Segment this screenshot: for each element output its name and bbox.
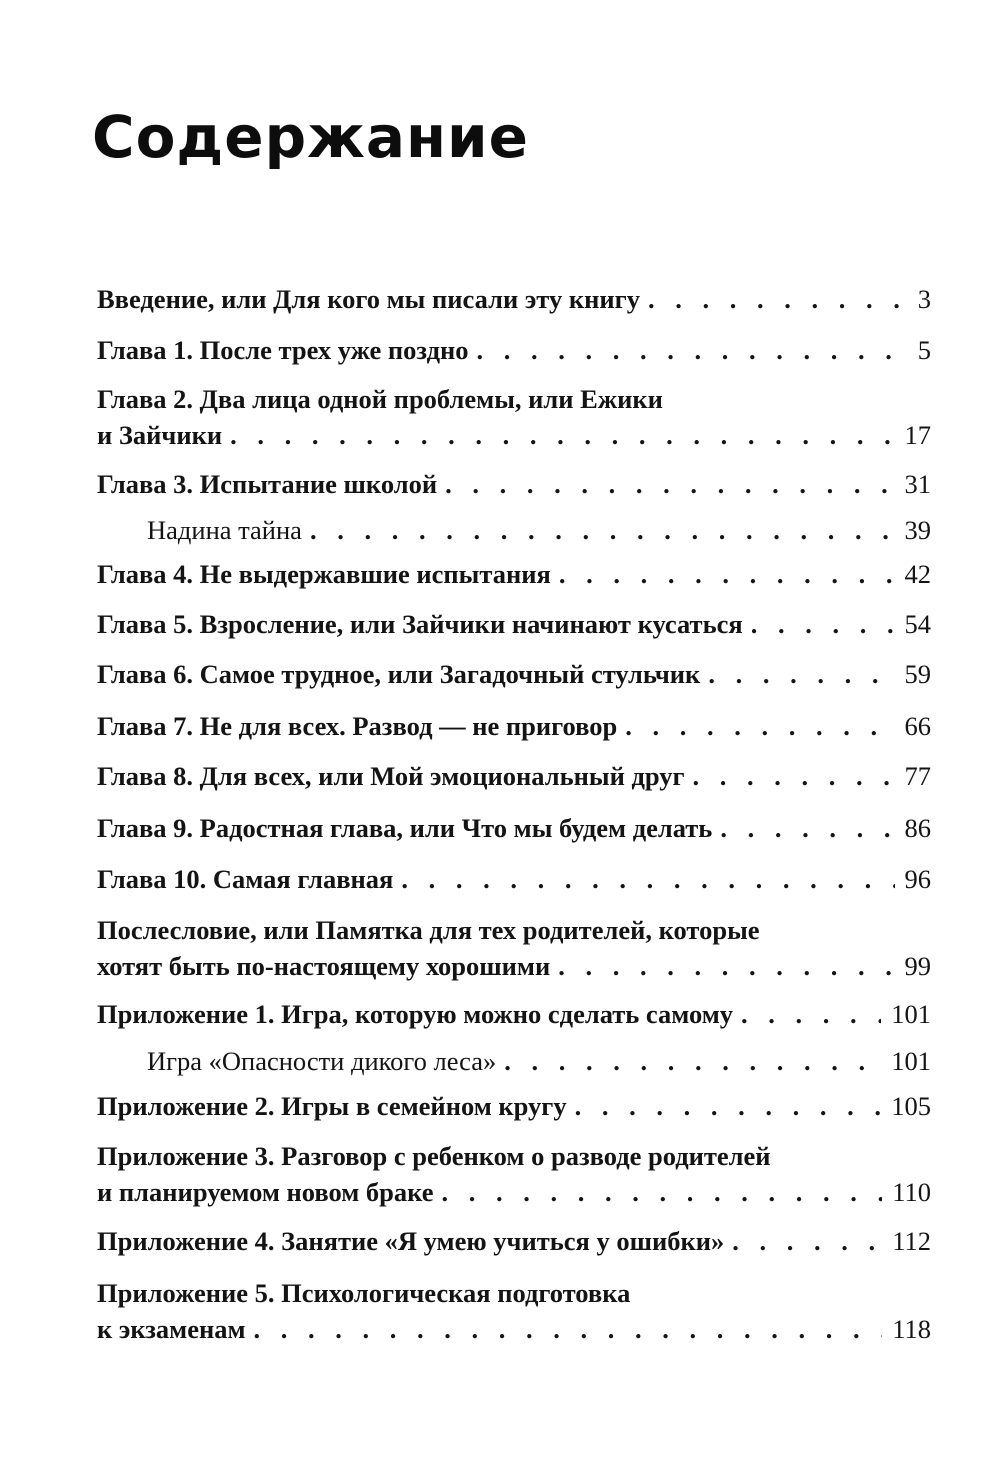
toc-entry-title: Приложение 1. Игра, которую можно сделать самому — [97, 999, 734, 1029]
toc-entry-title: Введение, или Для кого мы писали эту книгу — [97, 284, 640, 314]
toc-entry-title: Приложение 4. Занятие «Я умею учиться у ошибки» — [97, 1226, 725, 1256]
dot-leader — [751, 606, 895, 642]
toc-entry-title-line: Приложение 3. Разговор с ребенком о разводе родителей — [97, 1141, 771, 1171]
dot-leader — [445, 466, 894, 502]
dot-leader — [625, 708, 894, 744]
toc-entry-page: 105 — [891, 1091, 931, 1121]
toc-entry — [97, 606, 931, 642]
toc-entry-page: 54 — [904, 609, 931, 639]
toc-entry — [97, 1275, 931, 1347]
toc-entry-title-line: Глава 2. Два лица одной проблемы, или Ежики — [97, 384, 663, 414]
toc-entry-page: 59 — [904, 659, 931, 689]
toc-entry-page: 110 — [892, 1177, 931, 1207]
dot-leader — [477, 332, 908, 368]
toc-entry — [97, 1088, 931, 1124]
toc-entry — [97, 861, 931, 897]
toc-entry-title: Глава 9. Радостная глава, или Что мы будем делать — [97, 813, 713, 843]
toc-entry-page: 66 — [904, 711, 931, 741]
dot-leader — [254, 1311, 883, 1347]
toc-entry-title: Глава 1. После трех уже поздно — [97, 335, 469, 365]
toc-entry — [97, 708, 931, 744]
toc-subentry — [147, 1043, 931, 1079]
toc-entry-page: 101 — [891, 1046, 931, 1076]
toc-entry-page: 101 — [891, 999, 931, 1029]
toc-entry — [97, 656, 931, 692]
toc-entry — [97, 466, 931, 502]
dot-leader — [442, 1174, 883, 1210]
toc-entry-title: Глава 6. Самое трудное, или Загадочный стульчик — [97, 659, 701, 689]
dot-leader — [732, 1223, 882, 1259]
dot-leader — [310, 512, 895, 548]
toc-subentry — [147, 512, 931, 548]
toc-entry-page: 5 — [917, 335, 931, 365]
toc-entry — [97, 1223, 931, 1259]
dot-leader — [693, 758, 895, 794]
toc-entry — [97, 912, 931, 984]
toc-entry-title: хотят быть по-настоящему хорошими — [97, 951, 551, 981]
toc-entry-page: 118 — [892, 1314, 931, 1344]
toc-entry-title: Глава 3. Испытание школой — [97, 469, 438, 499]
toc-entry — [97, 381, 931, 453]
dot-leader — [741, 996, 881, 1032]
dot-leader — [708, 656, 894, 692]
dot-leader — [559, 556, 895, 592]
toc-entry — [97, 281, 931, 317]
toc-entry-page: 42 — [904, 559, 931, 589]
toc-entry-title: Глава 8. Для всех, или Мой эмоциональный друг — [97, 761, 685, 791]
toc-entry-page: 77 — [904, 761, 931, 791]
toc-entry-page: 39 — [904, 515, 931, 545]
toc-entry-title: Игра «Опасности дикого леса» — [147, 1046, 497, 1076]
toc-entry — [97, 810, 931, 846]
dot-leader — [230, 417, 894, 453]
toc-entry — [97, 1138, 931, 1210]
dot-leader — [575, 1088, 882, 1124]
toc-entry-title: Глава 4. Не выдержавшие испытания — [97, 559, 551, 589]
toc-entry-page: 86 — [904, 813, 931, 843]
dot-leader — [504, 1043, 881, 1079]
toc-entry-page: 112 — [892, 1226, 931, 1256]
dot-leader — [720, 810, 894, 846]
toc-entry-title: Приложение 2. Игры в семейном кругу — [97, 1091, 567, 1121]
toc-entry-page: 31 — [904, 469, 931, 499]
toc-entry — [97, 758, 931, 794]
toc-entry-page: 99 — [904, 951, 931, 981]
toc-entry — [97, 556, 931, 592]
toc-entry-title-line: Приложение 5. Психологическая подготовка — [97, 1278, 631, 1308]
toc-entry — [97, 996, 931, 1032]
toc-entry-title: Глава 7. Не для всех. Развод — не приговор — [97, 711, 618, 741]
page-title: Содержание — [92, 103, 530, 171]
toc-entry-page: 17 — [904, 420, 931, 450]
toc-entry-title: Глава 5. Взросление, или Зайчики начинают кусаться — [97, 609, 743, 639]
dot-leader — [558, 948, 894, 984]
toc-entry-title: Глава 10. Самая главная — [97, 864, 394, 894]
toc-entry-title: Надина тайна — [147, 515, 302, 545]
toc-entry — [97, 332, 931, 368]
toc-entry-page: 3 — [917, 284, 931, 314]
toc-entry-title: и планируемом новом браке — [97, 1177, 434, 1207]
toc-entry-title-line: Послесловие, или Памятка для тех родителей, которые — [97, 915, 760, 945]
dot-leader — [401, 861, 894, 897]
toc-entry-title: к экзаменам — [97, 1314, 246, 1344]
toc-entry-page: 96 — [904, 864, 931, 894]
toc-entry-title: и Зайчики — [97, 420, 223, 450]
dot-leader — [648, 281, 908, 317]
